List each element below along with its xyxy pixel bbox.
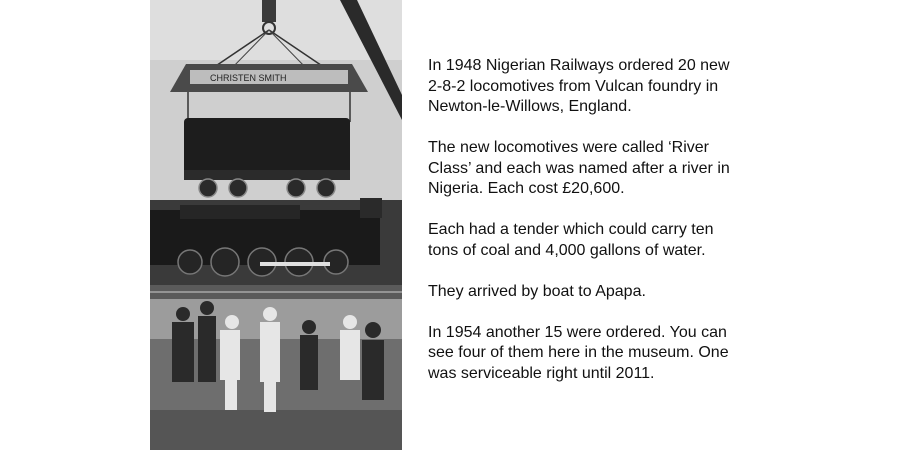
paragraph-arrival-apapa: They arrived by boat to Apapa. — [428, 282, 646, 300]
historic-photo-locomotive-unloading — [150, 0, 402, 450]
paragraph-order-1954: In 1954 another 15 were ordered. You can see four of them here in the museum. One was serviceable right until 2011. — [428, 323, 729, 382]
paragraph-tender-capacity: Each had a tender which could carry ten tons of coal and 4,000 gallons of water. — [428, 221, 714, 259]
paragraph-order-1948: In 1948 Nigerian Railways ordered 20 new 2-8-2 locomotives from Vulcan foundry in Newton-le-Willows, England. — [428, 57, 730, 115]
paragraph-river-class: The new locomotives were called ‘River Class’ and each was named after a river in Nigeria. Each cost £20,600. — [428, 139, 730, 197]
history-text — [428, 56, 748, 384]
photo-illustration — [150, 0, 402, 450]
christen-smith-sign: CHRISTEN SMITH — [210, 73, 287, 83]
